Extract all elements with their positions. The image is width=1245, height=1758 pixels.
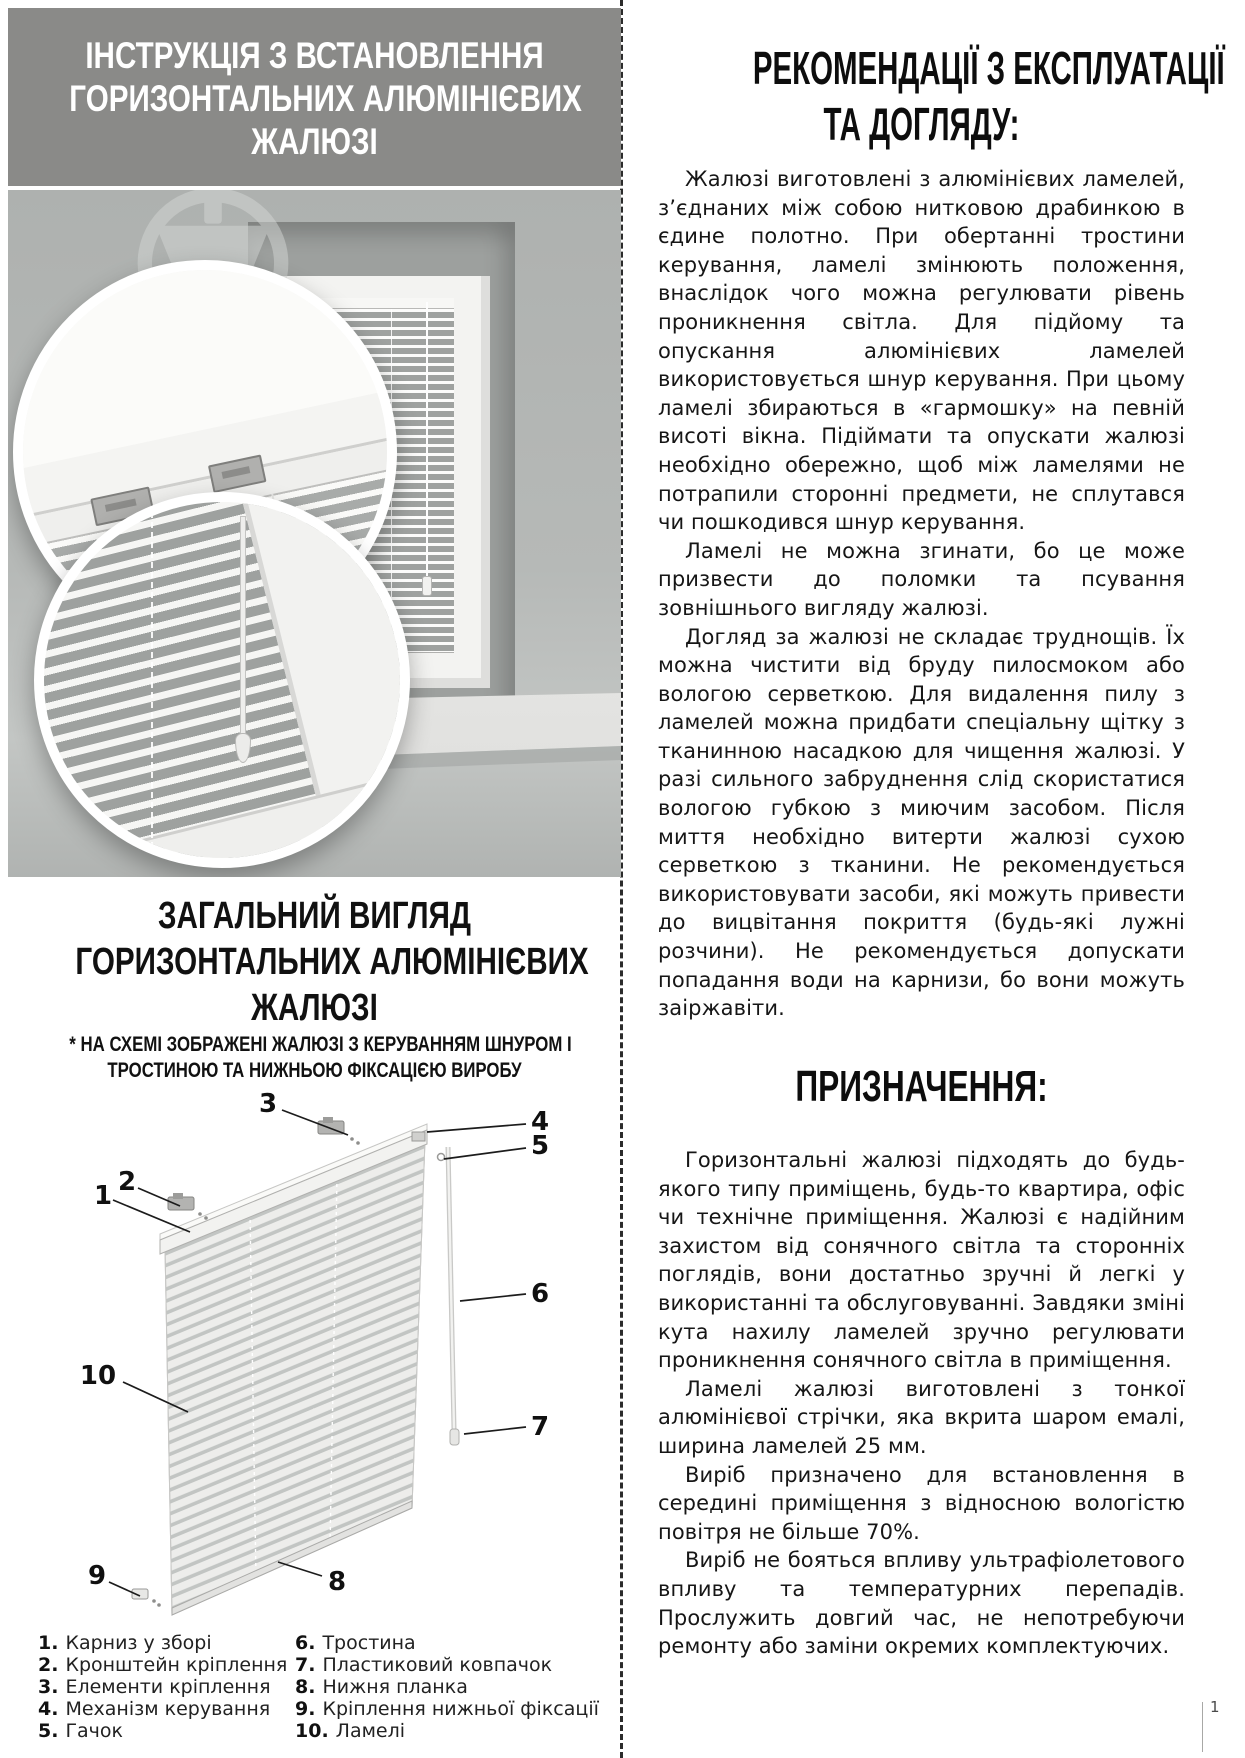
legend-num: 1.	[38, 1632, 59, 1654]
legend-num: 8.	[295, 1676, 316, 1698]
legend-item	[295, 1676, 613, 1698]
callout-2: 2	[117, 1167, 137, 1197]
bottom-closeup-scene	[34, 492, 410, 868]
legend-label: Ламелі	[335, 1720, 406, 1742]
legend-item	[295, 1698, 613, 1720]
overview-note-line: * НА СХЕМІ ЗОБРАЖЕНІ ЖАЛЮЗІ З КЕРУВАННЯМ ШНУРОМ І	[69, 1033, 572, 1056]
legend-item	[38, 1698, 288, 1720]
purpose-text	[658, 1146, 1185, 1661]
window-photo	[8, 190, 621, 877]
overview-note	[69, 1032, 572, 1084]
legend-label: Карниз у зборі	[65, 1632, 212, 1654]
recommendations-title	[752, 40, 1225, 152]
hook	[438, 1154, 445, 1161]
overview-note-line: ТРОСТИНОЮ ТА НИЖНЬОЮ ФІКСАЦІЄЮ ВИРОБУ	[107, 1059, 522, 1082]
purpose-title: ПРИЗНАЧЕННЯ:	[795, 1062, 1048, 1111]
paragraph: Ламелі не можна згинати, бо це може призвести до поломки та псування зовнішнього вигляду жалюзі.	[658, 538, 1185, 620]
legend-num: 2.	[38, 1654, 59, 1676]
legend-column-left	[38, 1632, 288, 1742]
paragraph: Жалюзі виготовлені з алюмінієвих ламелей, з’єднаних між собою нитковою драбинкою в єдине полотно. При обертанні тростини керування, ламелі змінюють положення, внаслідок чого можна регулювати рівень проникнення світла. Для підйому та опускання алюмінієвих ламелей використовується шнур керування. При цьому ламелі збираються в «гармошку» на певній висоті вікна. Підіймати та опускати жалюзі необхідно обережно, щоб між ламелями не потрапили сторонні предмети, не сплутався чи пошкодився шнур керування.	[658, 167, 1185, 535]
legend-item	[38, 1676, 288, 1698]
callout-9: 9	[87, 1561, 107, 1591]
mounting-bracket	[168, 1193, 208, 1220]
banner-title-line: ГОРИЗОНТАЛЬНИХ АЛЮМІНІЄВИХ	[69, 78, 582, 119]
legend-num: 3.	[38, 1676, 59, 1698]
legend-num: 4.	[38, 1698, 59, 1720]
legend-num: 5.	[38, 1720, 59, 1742]
control-mechanism	[412, 1132, 425, 1141]
callout-1: 1	[93, 1181, 113, 1211]
ladder-string-dotted	[151, 502, 153, 858]
legend-item	[38, 1632, 288, 1654]
legend-label: Нижня планка	[322, 1676, 468, 1698]
overview-title-line: ГОРИЗОНТАЛЬНИХ АЛЮМІНІЄВИХ	[75, 941, 589, 983]
diagram-slat-panel	[165, 1140, 425, 1615]
legend-item	[295, 1654, 613, 1676]
page-number: 1	[1210, 1698, 1220, 1716]
paragraph: Виріб не бояться впливу ультрафіолетового впливу та температурних перепадів. Прослужить довгий час, не непотребуючи ремонту або заміни окремих комплектуючих.	[658, 1548, 1185, 1659]
tilt-wand	[240, 516, 246, 739]
banner-title	[69, 34, 582, 163]
legend-column-right	[295, 1632, 613, 1742]
install-title-banner	[8, 8, 621, 186]
banner-title-line: ІНСТРУКЦІЯ З ВСТАНОВЛЕННЯ	[85, 35, 544, 76]
legend-label: Гачок	[65, 1720, 124, 1742]
legend-label: Механізм керування	[65, 1698, 271, 1720]
paragraph: Догляд за жалюзі не складає труднощів. Їх можна чистити від бруду пилосмоком або вологою серветкою. Для видалення пилу з ламелей можна придбати спеціальну щітку з тканинною насадкою для чищення жалюзі. У разі сильного забруднення слід скористатися вологою губкою з миючим засобом. Після миття необхідно витерти жалюзі сухою серветкою з тканини. Не рекомендується використовувати засоби, які можуть привести до вицвітання покриття (будь-які лужні розчини). Не рекомендується допускати попадання води на карнизи, бо вони можуть заіржавіти.	[658, 624, 1185, 1021]
legend-num: 6.	[295, 1632, 316, 1654]
paragraph: Горизонтальні жалюзі підходять до будь-якого типу приміщень, будь-то квартира, офіс чи технічне приміщення. Жалюзі є надійним захистом від сонячного світла та сторонніх поглядів, вони достатньо зручні й легкі у використанні та обслуговуванні. Завдяки зміні кута нахилу ламелей зручно регулювати проникнення сонячного світла в приміщення.	[658, 1148, 1185, 1373]
legend-label: Кронштейн кріплення	[65, 1654, 288, 1676]
callout-4: 4	[530, 1107, 550, 1137]
callout-6: 6	[530, 1279, 550, 1309]
overview-title-line: ЖАЛЮЗІ	[251, 987, 378, 1029]
legend-label: Елементи кріплення	[65, 1676, 271, 1698]
recommendations-title-line: ТА ДОГЛЯДУ:	[823, 98, 1020, 150]
paragraph: Виріб призначено для встановлення в середині приміщення з відносною вологістю повітря не більше 70%.	[658, 1462, 1185, 1544]
bottom-fixation	[132, 1589, 161, 1607]
paragraph: Ламелі жалюзі виготовлені з тонкої алюмінієвої стрічки, яка вкрита шаром емалі, ширина ламелей 25 мм.	[658, 1376, 1185, 1458]
plastic-cap	[450, 1429, 459, 1445]
overview-title	[75, 893, 589, 1031]
legend-num: 7.	[295, 1654, 316, 1676]
blinds-diagram	[60, 1085, 560, 1645]
footer-divider	[1202, 1702, 1203, 1752]
recommendations-text	[658, 165, 1185, 1023]
bottom-closeup-inset	[34, 492, 410, 868]
recommendations-title-line: РЕКОМЕНДАЦІЇ З ЕКСПЛУАТАЦІЇ	[752, 42, 1225, 94]
right-column	[658, 0, 1225, 1758]
control-cord	[426, 302, 428, 587]
legend-item	[38, 1720, 288, 1742]
legend-label: Тростина	[322, 1632, 416, 1654]
cord-tassel	[422, 576, 432, 596]
legend-num: 10.	[295, 1720, 329, 1742]
callout-3: 3	[258, 1089, 278, 1119]
callout-7: 7	[530, 1412, 550, 1442]
callout-10: 10	[79, 1361, 117, 1391]
legend-item	[295, 1632, 613, 1654]
legend-item	[295, 1720, 613, 1742]
legend-label: Пластиковий ковпачок	[322, 1654, 553, 1676]
legend-num: 9.	[295, 1698, 316, 1720]
callout-8: 8	[327, 1567, 347, 1597]
legend-label: Кріплення нижньої фіксації	[322, 1698, 599, 1720]
legend-item	[38, 1654, 288, 1676]
overview-title-line: ЗАГАЛЬНИЙ ВИГЛЯД	[157, 895, 472, 937]
callout-5: 5	[530, 1131, 550, 1161]
banner-title-line: ЖАЛЮЗІ	[251, 121, 378, 162]
